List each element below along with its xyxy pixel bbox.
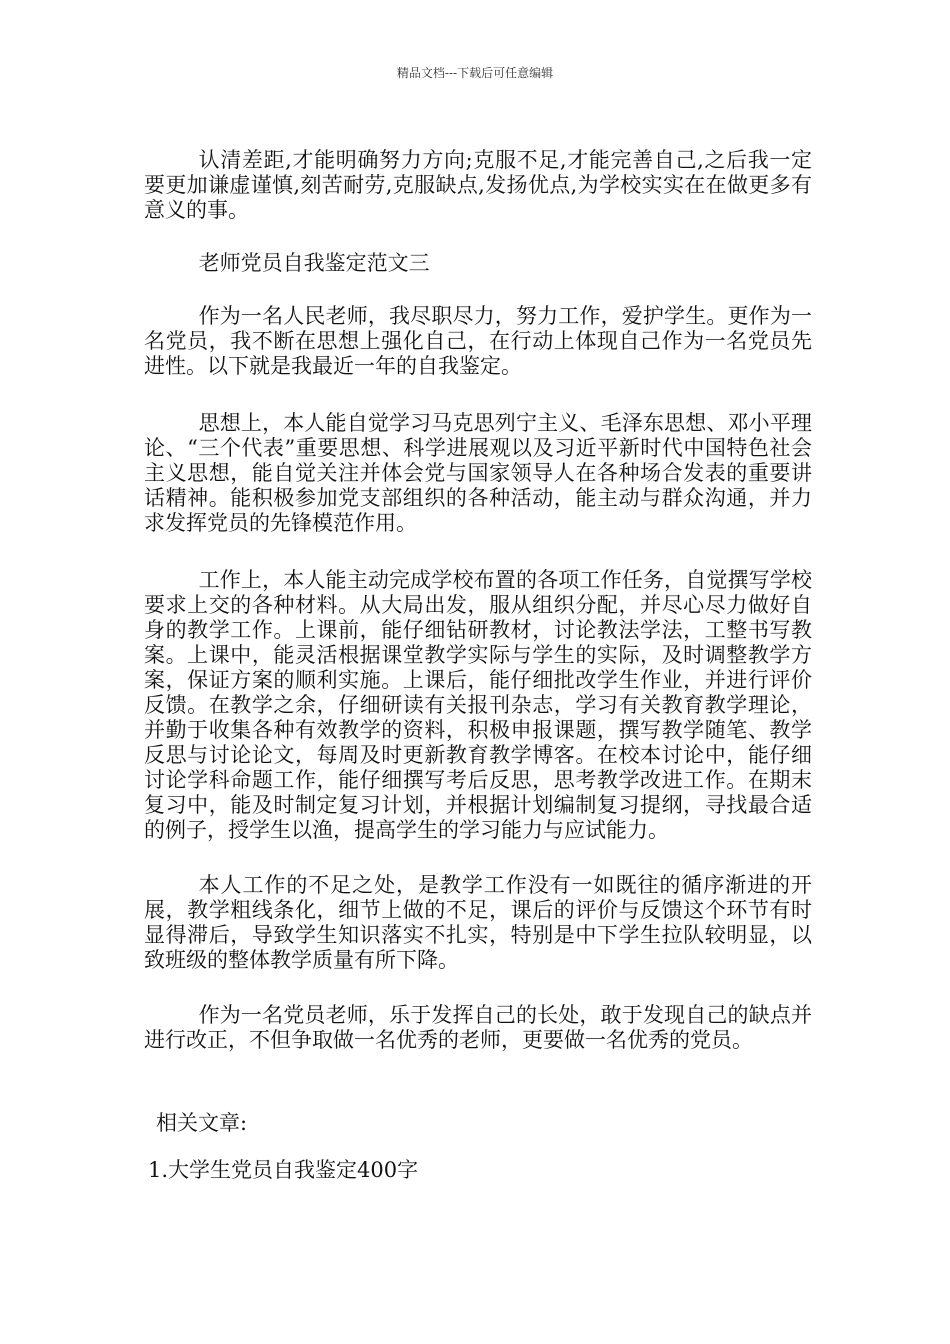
- section-title: 老师党员自我鉴定范文三: [198, 251, 430, 275]
- paragraph-closing: 作为一名党员老师，乐于发挥自己的长处，敢于发现自己的缺点并进行改正，不但争取做一名优秀的老师，更要做一名优秀的党员。: [144, 1003, 812, 1052]
- page-header: 精品文档---下载后可任意编辑: [396, 66, 554, 80]
- paragraph-work: 工作上，本人能主动完成学校布置的各项工作任务，自觉撰写学校要求上交的各种材料。从大局出发，服从组织分配，并尽心尽力做好自身的教学工作。上课前，能仔细钻研教材，讨论教法学法，工整书写教案。上课中，能灵活根据课堂教学实际与学生的实际，及时调整教学方案，保证方案的顺利实施。上课后，能仔细批改学生作业，并进行评价反馈。在教学之余，仔细研读有关报刊杂志，学习有关教育教学理论，并勤于收集各种有效教学的资料，积极申报课题，撰写教学随笔、教学反思与讨论论文，每周及时更新教育教学博客。在校本讨论中，能仔细讨论学科命题工作，能仔细撰写考后反思，思考教学改进工作。在期末复习中，能及时制定复习计划，并根据计划编制复习提纲，寻找最合适的例子，授学生以渔，提高学生的学习能力与应试能力。: [144, 568, 812, 842]
- paragraph-ideology: 思想上，本人能自觉学习马克思列宁主义、毛泽东思想、邓小平理论、“三个代表”重要思想、科学进展观以及习近平新时代中国特色社会主义思想，能自觉关注并体会党与国家领导人在各种场合发表的重要讲话精神。能积极参加党支部组织的各种活动，能主动与群众沟通，并力求发挥党员的先锋模范作用。: [144, 411, 812, 535]
- document-body: [144, 148, 812, 1183]
- related-articles-label: 相关文章:: [156, 1111, 248, 1135]
- paragraph-intro: 作为一名人民老师，我尽职尽力，努力工作，爱护学生。更作为一名党员，我不断在思想上强化自己，在行动上体现自己作为一名党员先进性。以下就是我最近一年的自我鉴定。: [144, 304, 812, 378]
- related-article-title[interactable]: 1.大学生党员自我鉴定400字: [148, 1158, 419, 1182]
- paragraph-conclusion: 认清差距,才能明确努力方向;克服不足,才能完善自己,之后我一定要更加谦虚谨慎,刻苦耐劳,克服缺点,发扬优点,为学校实实在在做更多有意义的事。: [144, 148, 812, 222]
- related-article-link[interactable]: [144, 1158, 812, 1183]
- paragraph-shortcomings: 本人工作的不足之处，是教学工作没有一如既往的循序渐进的开展，教学粗线条化，细节上做的不足，课后的评价与反馈这个环节有时显得滞后，导致学生知识落实不扎实，特别是中下学生拉队较明显，以致班级的整体教学质量有所下降。: [144, 873, 812, 972]
